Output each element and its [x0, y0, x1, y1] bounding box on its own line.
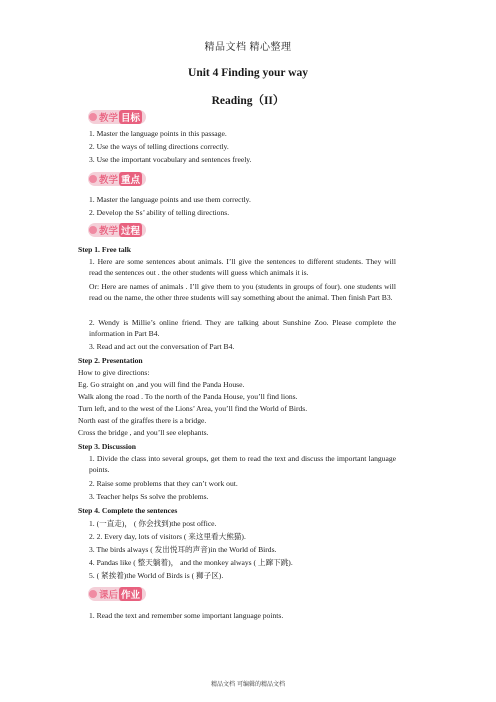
step1-paragraph: 1. Here are some sentences about animals. I’ll give the sentences to different students. They will read the sentences out . the other students will guess which animals it is. [89, 257, 396, 277]
step3-paragraph: 1. Divide the class into several groups, get them to read the text and discuss the important language points. [89, 454, 396, 474]
badge-dot-icon [89, 590, 97, 598]
step2-title: Step 2. Presentation [78, 356, 143, 365]
step2-line: How to give directions: [78, 368, 150, 377]
key-points-badge: 教学 重点 [88, 172, 146, 186]
step1-title: Step 1. Free talk [78, 245, 132, 254]
document-subtitle: Reading（II） [211, 95, 285, 107]
exercise-item: 4. Pandas like ( 整天躺着)， and the monkey always ( 上蹿下跳). [89, 558, 293, 567]
process-badge: 教学 过程 [88, 223, 146, 237]
homework-badge: 课后 作业 [88, 587, 146, 601]
homework-item: 1. Read the text and remember some important language points. [89, 611, 284, 620]
objectives-badge: 教学 目标 [88, 110, 146, 124]
page-footer: 精品文档 可编辑的精品文档 [211, 681, 285, 688]
exercise-item: 3. The birds always ( 发出悦耳的声音)in the World of Birds. [89, 545, 277, 554]
key-point-item: 1. Master the language points and use them correctly. [89, 195, 251, 204]
badge-dot-icon [89, 175, 97, 183]
objective-item: 3. Use the important vocabulary and sentences freely. [89, 155, 252, 164]
step3-paragraph: 3. Teacher helps Ss solve the problems. [89, 492, 209, 501]
objective-item: 2. Use the ways of telling directions correctly. [89, 142, 229, 151]
step2-line: Walk along the road . To the north of the Panda House, you’ll find lions. [78, 392, 298, 401]
step1-paragraph: 3. Read and act out the conversation of Part B4. [89, 342, 235, 351]
step2-line: North east of the giraffes there is a bridge. [78, 416, 207, 425]
step4-title: Step 4. Complete the sentences [78, 506, 178, 515]
exercise-item: 1. (一直走)， ( 你会找到)the post office. [89, 519, 217, 528]
step2-line: Eg. Go straight on ,and you will find the Panda House. [78, 380, 245, 389]
badge-dot-icon [89, 113, 97, 121]
badge-dot-icon [89, 226, 97, 234]
key-point-item: 2. Develop the Ss’ ability of telling directions. [89, 208, 230, 217]
exercise-item: 5. ( 紧挨着)the World of Birds is ( 狮子区). [89, 571, 224, 580]
exercise-item: 2. 2. Every day, lots of visitors ( 来这里看大熊猫). [89, 532, 246, 541]
objective-item: 1. Master the language points in this passage. [89, 129, 227, 138]
step3-title: Step 3. Discussion [78, 442, 137, 451]
step2-line: Cross the bridge , and you’ll see elephants. [78, 428, 209, 437]
step1-paragraph: 2. Wendy is Millie’s online friend. They are talking about Sunshine Zoo. Please complete the information in Part B4. [89, 318, 396, 338]
step3-paragraph: 2. Raise some problems that they can’t work out. [89, 479, 238, 488]
step1-paragraph: Or: Here are names of animals . I’ll give them to you (students in groups of four). one students will read ou the name, the other three students will say something about the animal. Then finish Part B3. [89, 282, 396, 302]
document-title: Unit 4 Finding your way [188, 67, 308, 79]
step2-line: Turn left, and to the west of the Lions’ Area, you’ll find the World of Birds. [78, 404, 308, 413]
page-header: 精品文档 精心整理 [204, 42, 292, 53]
